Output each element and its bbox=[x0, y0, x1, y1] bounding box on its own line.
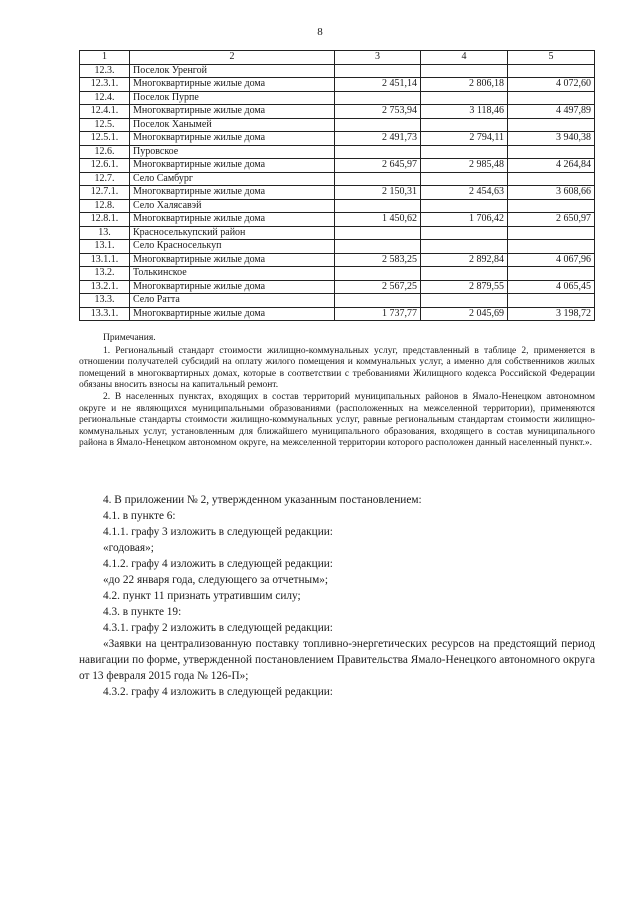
header-col-2: 2 bbox=[130, 51, 335, 65]
value-col-3-cell bbox=[335, 199, 421, 213]
header-col-4: 4 bbox=[421, 51, 508, 65]
value-col-4-cell bbox=[421, 199, 508, 213]
header-col-1: 1 bbox=[80, 51, 130, 65]
row-name-cell: Село Халясавэй bbox=[130, 199, 335, 213]
row-name-cell: Красноселькупский район bbox=[130, 226, 335, 240]
value-col-5-cell: 3 608,66 bbox=[508, 186, 595, 200]
row-name-cell: Многоквартирные жилые дома bbox=[130, 307, 335, 321]
table-row bbox=[80, 145, 595, 159]
value-col-4-cell: 2 454,63 bbox=[421, 186, 508, 200]
table-row bbox=[80, 64, 595, 78]
value-col-3-cell bbox=[335, 91, 421, 105]
table-row bbox=[80, 118, 595, 132]
body-paragraph: «Заявки на централизованную поставку топливно-энергетических ресурсов на предстоящий период навигации по форме, утвержденной постановлением Правительства Ямало-Ненецкого автономного округа от 13 февраля 2015 года № 126-П»; bbox=[79, 638, 595, 682]
row-number-cell: 12.3. bbox=[80, 64, 130, 78]
body-paragraph: 4. В приложении № 2, утвержденном указанным постановлением: bbox=[103, 494, 422, 506]
value-col-5-cell bbox=[508, 226, 595, 240]
value-col-3-cell: 2 451,14 bbox=[335, 78, 421, 92]
row-number-cell: 12.6. bbox=[80, 145, 130, 159]
body-paragraph: 4.3.2. графу 4 изложить в следующей редакции: bbox=[103, 686, 333, 698]
value-col-3-cell bbox=[335, 145, 421, 159]
value-col-3-cell: 2 583,25 bbox=[335, 253, 421, 267]
value-col-4-cell: 2 985,48 bbox=[421, 159, 508, 173]
table-row bbox=[80, 253, 595, 267]
table-row bbox=[80, 213, 595, 227]
value-col-3-cell: 2 645,97 bbox=[335, 159, 421, 173]
value-col-3-cell bbox=[335, 172, 421, 186]
value-col-5-cell: 4 264,84 bbox=[508, 159, 595, 173]
body-paragraph: «до 22 января года, следующего за отчетным»; bbox=[103, 574, 329, 586]
value-col-4-cell: 1 706,42 bbox=[421, 213, 508, 227]
value-col-5-cell: 3 198,72 bbox=[508, 307, 595, 321]
body-paragraph: 4.3. в пункте 19: bbox=[103, 606, 182, 618]
value-col-4-cell bbox=[421, 145, 508, 159]
body-paragraph: 4.2. пункт 11 признать утратившим силу; bbox=[103, 590, 301, 602]
value-col-5-cell: 4 067,96 bbox=[508, 253, 595, 267]
row-number-cell: 13.2.1. bbox=[80, 280, 130, 294]
table-row bbox=[80, 91, 595, 105]
table-header-row bbox=[80, 51, 595, 65]
value-col-3-cell bbox=[335, 267, 421, 281]
value-col-5-cell bbox=[508, 64, 595, 78]
row-number-cell: 12.5. bbox=[80, 118, 130, 132]
value-col-4-cell: 2 879,55 bbox=[421, 280, 508, 294]
value-col-5-cell bbox=[508, 118, 595, 132]
row-name-cell: Поселок Пурпе bbox=[130, 91, 335, 105]
table-row bbox=[80, 294, 595, 308]
standards-table bbox=[79, 50, 595, 321]
row-name-cell: Многоквартирные жилые дома bbox=[130, 105, 335, 119]
value-col-3-cell: 2 491,73 bbox=[335, 132, 421, 146]
value-col-4-cell bbox=[421, 118, 508, 132]
row-number-cell: 13.1. bbox=[80, 240, 130, 254]
table-row bbox=[80, 226, 595, 240]
value-col-4-cell bbox=[421, 226, 508, 240]
value-col-5-cell: 4 072,60 bbox=[508, 78, 595, 92]
value-col-4-cell bbox=[421, 294, 508, 308]
value-col-5-cell bbox=[508, 172, 595, 186]
row-name-cell: Многоквартирные жилые дома bbox=[130, 213, 335, 227]
row-number-cell: 12.7.1. bbox=[80, 186, 130, 200]
row-number-cell: 13.2. bbox=[80, 267, 130, 281]
value-col-5-cell bbox=[508, 294, 595, 308]
value-col-4-cell bbox=[421, 240, 508, 254]
value-col-5-cell bbox=[508, 91, 595, 105]
header-col-3: 3 bbox=[335, 51, 421, 65]
value-col-4-cell: 2 045,69 bbox=[421, 307, 508, 321]
value-col-5-cell bbox=[508, 267, 595, 281]
value-col-4-cell: 2 794,11 bbox=[421, 132, 508, 146]
row-name-cell: Многоквартирные жилые дома bbox=[130, 253, 335, 267]
value-col-4-cell bbox=[421, 267, 508, 281]
note-1: 1. Региональный стандарт стоимости жилищно-коммунальных услуг, представленный в таблице 2, применяется в отношении получателей субсидий на оплату жилого помещения и коммунальных услуг, а именно для собственников жилых помещений в многоквартирных домах, которые в соответствии с требованиями Жилищного кодекса Российской Федерации обязаны вносить взносы на капитальный ремонт. bbox=[79, 345, 595, 391]
value-col-4-cell: 2 892,84 bbox=[421, 253, 508, 267]
body-paragraph: 4.3.1. графу 2 изложить в следующей редакции: bbox=[103, 622, 333, 634]
value-col-4-cell: 3 118,46 bbox=[421, 105, 508, 119]
value-col-3-cell: 2 567,25 bbox=[335, 280, 421, 294]
value-col-5-cell bbox=[508, 145, 595, 159]
value-col-3-cell: 2 150,31 bbox=[335, 186, 421, 200]
row-number-cell: 12.5.1. bbox=[80, 132, 130, 146]
row-number-cell: 12.4. bbox=[80, 91, 130, 105]
row-number-cell: 12.4.1. bbox=[80, 105, 130, 119]
value-col-3-cell: 1 737,77 bbox=[335, 307, 421, 321]
row-name-cell: Пуровское bbox=[130, 145, 335, 159]
value-col-5-cell: 4 065,45 bbox=[508, 280, 595, 294]
value-col-3-cell: 2 753,94 bbox=[335, 105, 421, 119]
row-number-cell: 12.8. bbox=[80, 199, 130, 213]
table-row bbox=[80, 186, 595, 200]
value-col-3-cell bbox=[335, 294, 421, 308]
row-number-cell: 13.1.1. bbox=[80, 253, 130, 267]
notes-section bbox=[79, 333, 595, 450]
row-number-cell: 12.8.1. bbox=[80, 213, 130, 227]
row-number-cell: 12.3.1. bbox=[80, 78, 130, 92]
page-number: 8 bbox=[317, 26, 323, 38]
row-number-cell: 12.6.1. bbox=[80, 159, 130, 173]
row-name-cell: Многоквартирные жилые дома bbox=[130, 159, 335, 173]
row-name-cell: Село Самбург bbox=[130, 172, 335, 186]
value-col-5-cell bbox=[508, 199, 595, 213]
value-col-3-cell bbox=[335, 226, 421, 240]
row-name-cell: Село Ратта bbox=[130, 294, 335, 308]
row-number-cell: 13.3.1. bbox=[80, 307, 130, 321]
table-row bbox=[80, 172, 595, 186]
value-col-3-cell bbox=[335, 240, 421, 254]
row-number-cell: 13.3. bbox=[80, 294, 130, 308]
row-name-cell: Толькинское bbox=[130, 267, 335, 281]
table-row bbox=[80, 240, 595, 254]
row-number-cell: 13. bbox=[80, 226, 130, 240]
table-row bbox=[80, 78, 595, 92]
row-number-cell: 12.7. bbox=[80, 172, 130, 186]
table-row bbox=[80, 199, 595, 213]
row-name-cell: Поселок Уренгой bbox=[130, 64, 335, 78]
value-col-4-cell: 2 806,18 bbox=[421, 78, 508, 92]
row-name-cell: Многоквартирные жилые дома bbox=[130, 280, 335, 294]
body-paragraph: «годовая»; bbox=[103, 542, 154, 554]
row-name-cell: Многоквартирные жилые дома bbox=[130, 78, 335, 92]
header-col-5: 5 bbox=[508, 51, 595, 65]
row-name-cell: Село Красноселькуп bbox=[130, 240, 335, 254]
value-col-3-cell: 1 450,62 bbox=[335, 213, 421, 227]
value-col-5-cell: 4 497,89 bbox=[508, 105, 595, 119]
row-name-cell: Поселок Ханымей bbox=[130, 118, 335, 132]
value-col-4-cell bbox=[421, 172, 508, 186]
body-paragraph: 4.1.2. графу 4 изложить в следующей редакции: bbox=[103, 558, 333, 570]
table-row bbox=[80, 307, 595, 321]
value-col-5-cell: 3 940,38 bbox=[508, 132, 595, 146]
notes-title: Примечания. bbox=[103, 333, 156, 343]
row-name-cell: Многоквартирные жилые дома bbox=[130, 132, 335, 146]
row-name-cell: Многоквартирные жилые дома bbox=[130, 186, 335, 200]
table-row bbox=[80, 267, 595, 281]
amendments-body bbox=[79, 492, 595, 700]
table-row bbox=[80, 132, 595, 146]
value-col-5-cell bbox=[508, 240, 595, 254]
value-col-3-cell bbox=[335, 64, 421, 78]
note-2: 2. В населенных пунктах, входящих в состав территорий муниципальных районов в Ямало-Ненецком автономном округе и не являющихся муниципальными образованиями (расположенных на межселенной территории), применяются региональные стандарты стоимости жилищно-коммунальных услуг, равные региональным стандартам стоимости жилищно-коммунальных услуг, установленным для ближайшего муниципального образования, входящего в состав муниципального района в Ямало-Ненецком автономном округе, на межселенной территории которого расположен данный населенный пункт.». bbox=[79, 391, 595, 449]
value-col-3-cell bbox=[335, 118, 421, 132]
body-paragraph: 4.1.1. графу 3 изложить в следующей редакции: bbox=[103, 526, 333, 538]
value-col-4-cell bbox=[421, 91, 508, 105]
table-row bbox=[80, 159, 595, 173]
value-col-4-cell bbox=[421, 64, 508, 78]
table-row bbox=[80, 105, 595, 119]
table-row bbox=[80, 280, 595, 294]
value-col-5-cell: 2 650,97 bbox=[508, 213, 595, 227]
body-paragraph: 4.1. в пункте 6: bbox=[103, 510, 176, 522]
